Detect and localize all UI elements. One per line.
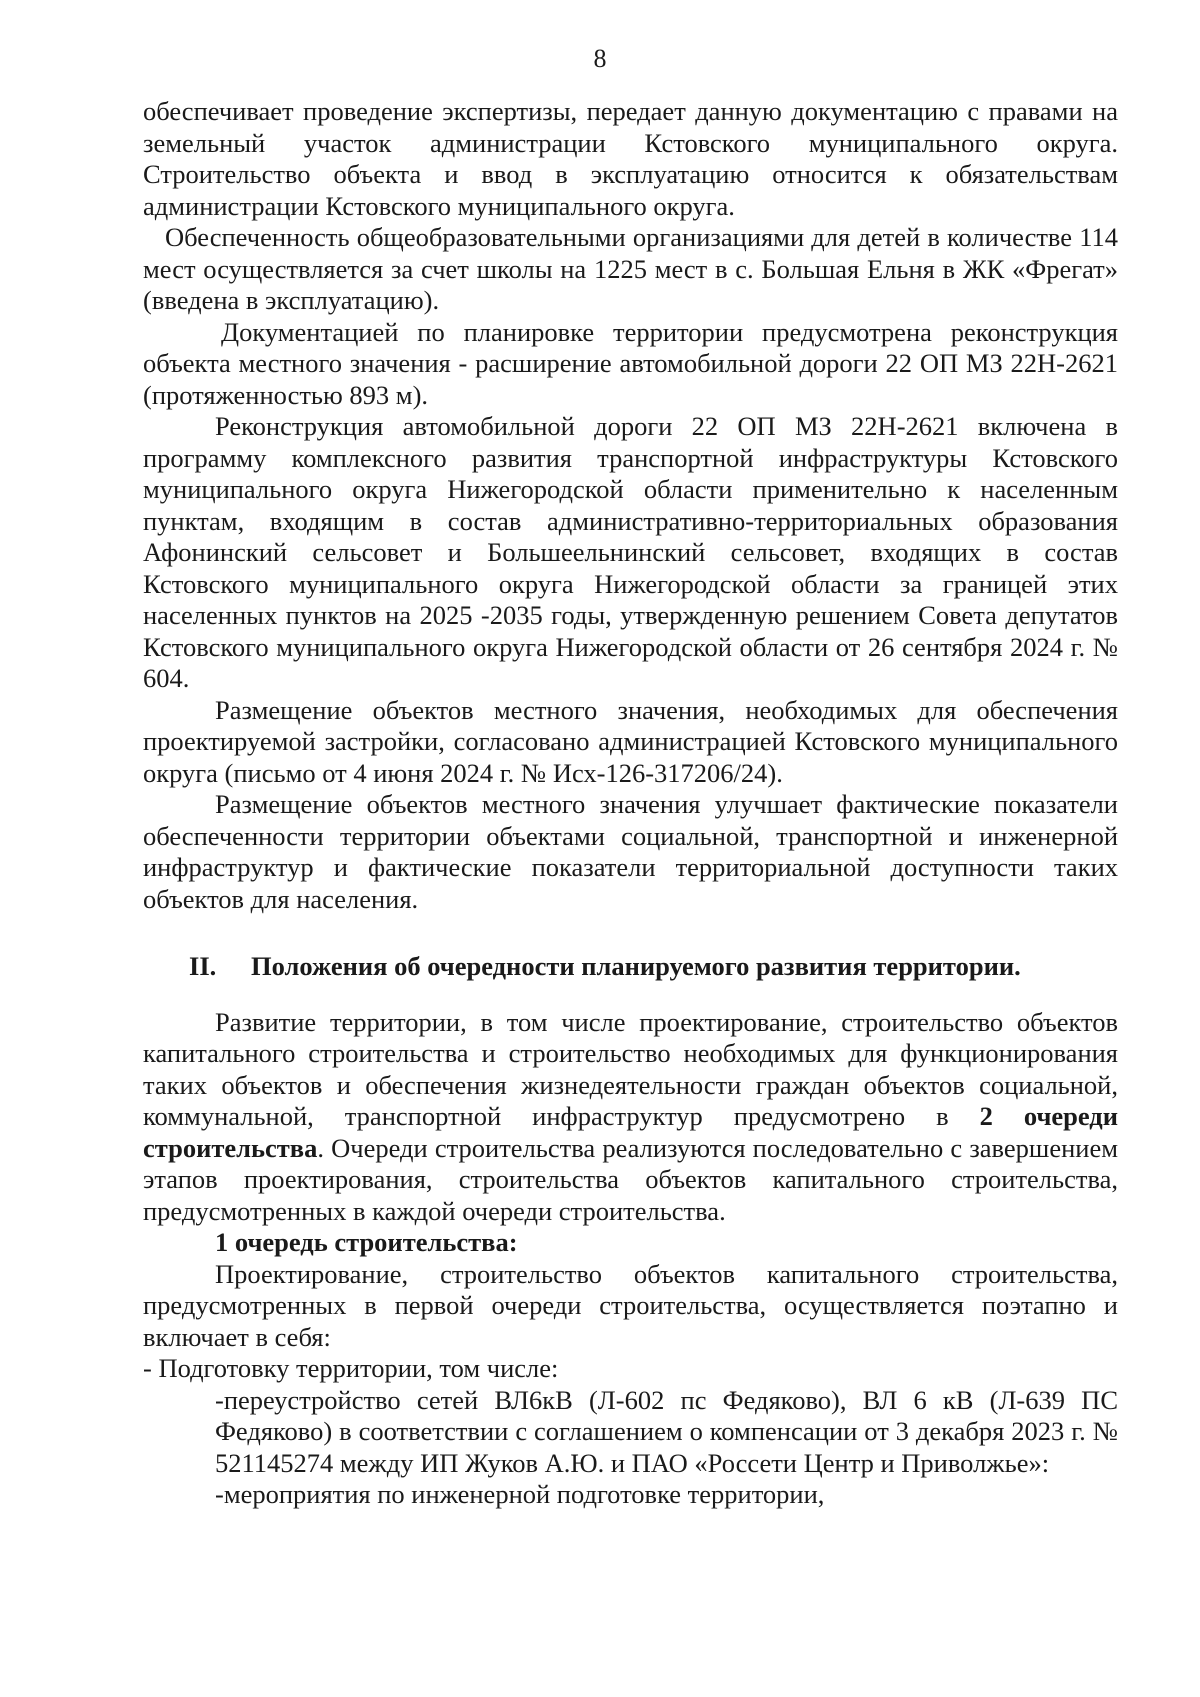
paragraph-1: обеспечивает проведение экспертизы, передает данную документацию с правами на земельный участок администрации Кстовского муниципального округа. Строительство объекта и ввод в эксплуатацию относится к обязательствам администрации Кстовского муниципального округа. bbox=[143, 96, 1118, 221]
paragraph-4: Реконструкция автомобильной дороги 22 ОП МЗ 22Н-2621 включена в программу комплексного развития транспортной инфраструктуры Кстовского муниципального округа Нижегородской области применительно к населенным пунктам, входящим в состав административно-территориальных образования Афонинский сельсовет и Большеельнинский сельсовет, входящих в состав Кстовского муниципального округа Нижегородской области за границей этих населенных пунктов на 2025 -2035 годы, утвержденную решением Совета депутатов Кстовского муниципального округа Нижегородской области от 26 сентября 2024 г. № 604. bbox=[143, 411, 1118, 693]
page-number: 8 bbox=[593, 44, 607, 73]
paragraph-2: Обеспеченность общеобразовательными организациями для детей в количестве 114 мест осуществляется за счет школы на 1225 мест в с. Большая Ельня в ЖК «Фрегат» (введена в эксплуатацию). bbox=[143, 222, 1118, 315]
paragraph-7 bbox=[143, 1007, 1118, 1228]
section-title: Положения об очередности планируемого развития территории. bbox=[251, 951, 1021, 981]
paragraph-5: Размещение объектов местного значения, необходимых для обеспечения проектируемой застройки, согласовано администрацией Кстовского муниципального округа (письмо от 4 июня 2024 г. № Исх-126-317206/24). bbox=[143, 694, 1118, 788]
paragraph-6: Размещение объектов местного значения улучшает фактические показатели обеспеченности территории объектами социальной, транспортной и инженерной инфраструктур и фактические показатели территориальной доступности таких объектов для населения. bbox=[143, 789, 1118, 914]
list-item-1: -переустройство сетей ВЛ6кВ (Л-602 пс Федяково), ВЛ 6 кВ (Л-639 ПС Федяково) в соответствии с соглашением о компенсации от 3 декабря 2023 г. № 521145274 между ИП Жуков А.Ю. и ПАО «Россети Центр и Приволжье»: bbox=[215, 1384, 1118, 1478]
paragraph-7-bold: 2 очереди строительства bbox=[143, 1101, 1118, 1163]
section-number: II. bbox=[189, 951, 217, 981]
paragraph-7-start: Развитие территории, в том числе проектирование, строительство объектов капитального строительства и строительство необходимых для функционирования таких объектов и обеспечения жизнедеятельности граждан объектов социальной, коммунальной, транспортной инфраструктур предусмотрено в bbox=[143, 1006, 1118, 1131]
subheading-stage-1: 1 очередь строительства: bbox=[215, 1227, 518, 1257]
paragraph-9: - Подготовку территории, том числе: bbox=[143, 1353, 559, 1383]
list-item-2: -мероприятия по инженерной подготовке территории, bbox=[215, 1479, 825, 1509]
document-body bbox=[143, 96, 1118, 1511]
paragraph-3: Документацией по планировке территории предусмотрена реконструкция объекта местного значения - расширение автомобильной дороги 22 ОП МЗ 22Н-2621 (протяженностью 893 м). bbox=[143, 316, 1118, 410]
paragraph-7-end: . Очереди строительства реализуются последовательно с завершением этапов проектирования, строительства объектов капитального строительства, предусмотренных в каждой очереди строительства. bbox=[143, 1132, 1118, 1226]
section-heading bbox=[143, 951, 1118, 983]
paragraph-8: Проектирование, строительство объектов капитального строительства, предусмотренных в первой очереди строительства, осуществляется поэтапно и включает в себя: bbox=[143, 1258, 1118, 1352]
